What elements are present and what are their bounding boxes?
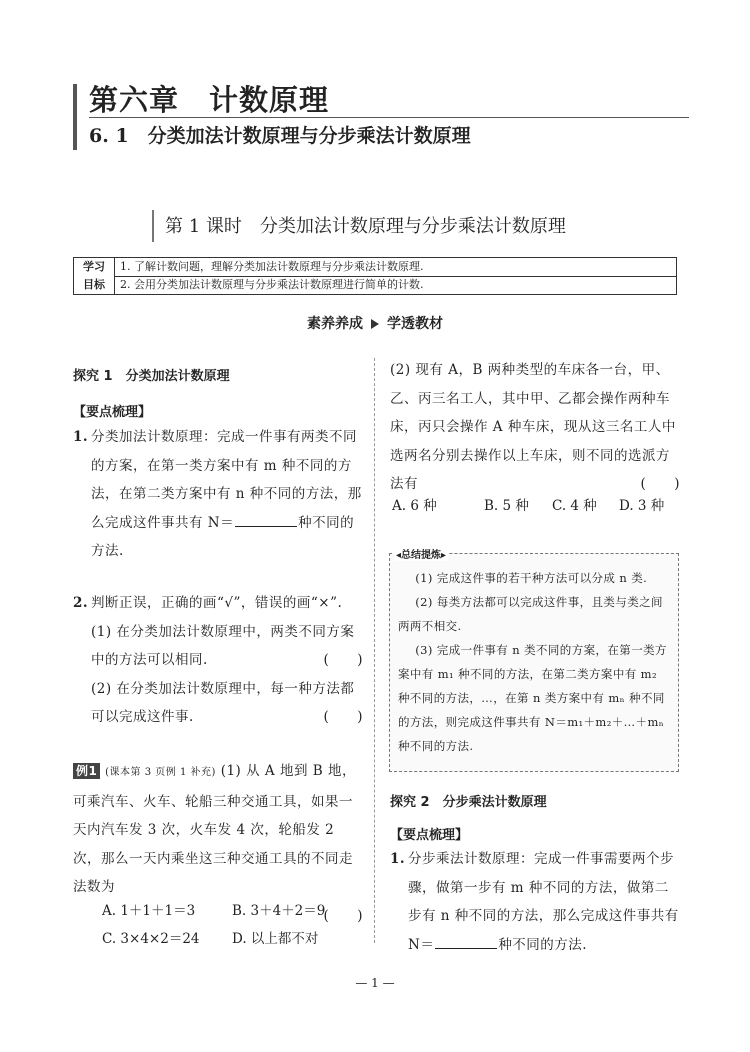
answer-blank[interactable]	[235, 514, 297, 527]
objectives-label-bottom: 目标	[83, 278, 105, 291]
objective-item: 1. 了解计数问题，理解分类加法计数原理与分步乘法计数原理.	[120, 260, 424, 273]
answer-paren[interactable]: ( )	[323, 709, 363, 725]
objectives-label-top: 学习	[83, 260, 105, 273]
lesson-title: 第 1 课时 分类加法计数原理与分步乘法计数原理	[165, 216, 566, 237]
summary-item: (1) 完成这件事的若干种方法可以分成 n 类.	[415, 571, 648, 585]
objectives-label	[74, 258, 115, 294]
summary-box	[389, 550, 679, 772]
summary-item: (2) 每类方法都可以完成这件事，且类与类之间两两不相交.	[398, 595, 663, 633]
option-b[interactable]: B. 5 种	[484, 498, 529, 514]
summary-item: (3) 完成一件事有 n 类不同的方案，在第一类方案中有 m₁ 种不同的方法，在第二类方案中有 m₂ 种不同的方法，…，在第 n 类方案中有 mₙ 种不同的方法，则完成这件事共有 N＝m₁＋m₂＋…＋mₙ 种不同的方法.	[398, 643, 667, 753]
point-1-tail: 种不同的方法.	[91, 514, 355, 559]
option-d[interactable]: D. 3 种	[619, 498, 665, 514]
option-c[interactable]: C. 3×4×2＝24	[102, 931, 200, 947]
chapter-title: 第六章 计数原理	[89, 83, 330, 117]
point-2-a-text: (1) 在分类加法计数原理中，两类不同方案中的方法可以相同.	[91, 623, 355, 668]
lesson-accent-bar	[152, 210, 154, 242]
key-points-heading: 【要点梳理】	[73, 405, 152, 420]
option-a[interactable]: A. 1＋1＋1＝3	[102, 903, 196, 919]
point-1-text: 分类加法计数原理：完成一件事有两类不同的方案，在第一类方案中有 m 种不同的方法，在第二类方案中有 n 种不同的方法，那么完成这件事共有 N＝	[91, 429, 362, 531]
section-title: 6. 1 分类加法计数原理与分步乘法计数原理	[89, 125, 471, 147]
explore-2-title: 探究 2 分步乘法计数原理	[390, 795, 547, 810]
point-1	[73, 423, 363, 566]
answer-paren[interactable]: ( )	[323, 652, 363, 668]
section-banner	[0, 313, 750, 333]
option-a[interactable]: A. 6 种	[392, 498, 437, 514]
objective-item: 2. 会用分类加法计数原理与分步乘法计数原理进行简单的计数.	[120, 278, 424, 291]
key-points-heading: 【要点梳理】	[390, 828, 469, 843]
point-2-text: 判断正误，正确的画“√”，错误的画“×”.	[91, 595, 343, 611]
question-2	[390, 356, 680, 499]
example-text: (1) 从 A 地到 B 地，可乘汽车、火车、轮船三种交通工具，如果一天内汽车发 3 次，火车发 4 次，轮船发 2 次，那么一天内乘坐这三种交通工具的不同走法数为	[73, 763, 356, 895]
option-d[interactable]: D. 以上都不对	[232, 931, 319, 947]
answer-blank[interactable]	[435, 936, 497, 949]
point-2	[73, 589, 363, 732]
point-1-number: 1.	[390, 851, 406, 867]
option-b[interactable]: B. 3＋4＋2＝9	[232, 903, 326, 919]
point-1-multiplication	[390, 845, 680, 959]
answer-paren[interactable]: ( )	[640, 476, 680, 492]
chapter-rule	[89, 117, 689, 118]
point-2-b	[91, 675, 363, 732]
point-1-number: 1.	[73, 429, 89, 445]
question-2-text: (2) 现有 A，B 两种类型的车床各一台，甲、乙、丙三名工人，其中甲、乙都会操作两种车床，丙只会操作 A 种车床，现从这三名工人中选两名分别去操作以上车床，则不同的选派方法有	[390, 362, 676, 492]
point-2-a	[91, 618, 363, 675]
example-source: (课本第 3 页例 1 补充)	[105, 767, 216, 778]
banner-left: 素养养成	[307, 316, 363, 332]
objectives-box	[73, 257, 677, 295]
chapter-accent-bar	[73, 84, 77, 150]
summary-title: ◂总结提炼▸	[394, 546, 448, 561]
point-1-tail: 种不同的方法.	[498, 936, 588, 953]
option-c[interactable]: C. 4 种	[552, 498, 597, 514]
column-divider	[374, 358, 375, 943]
page-number: — 1 —	[355, 976, 395, 990]
point-1-text: 分步乘法计数原理：完成一件事需要两个步骤，做第一步有 m 种不同的方法，做第二步有 n 种不同的方法，那么完成这件事共有 N＝	[408, 851, 679, 953]
answer-paren[interactable]: ( )	[323, 907, 363, 924]
point-2-b-text: (2) 在分类加法计数原理中，每一种方法都可以完成这件事.	[91, 680, 355, 725]
play-arrow-icon	[371, 319, 379, 329]
banner-right: 学透教材	[387, 316, 443, 332]
explore-1-title: 探究 1 分类加法计数原理	[73, 369, 230, 384]
point-2-number: 2.	[73, 595, 89, 611]
example-badge: 例1	[73, 763, 100, 779]
